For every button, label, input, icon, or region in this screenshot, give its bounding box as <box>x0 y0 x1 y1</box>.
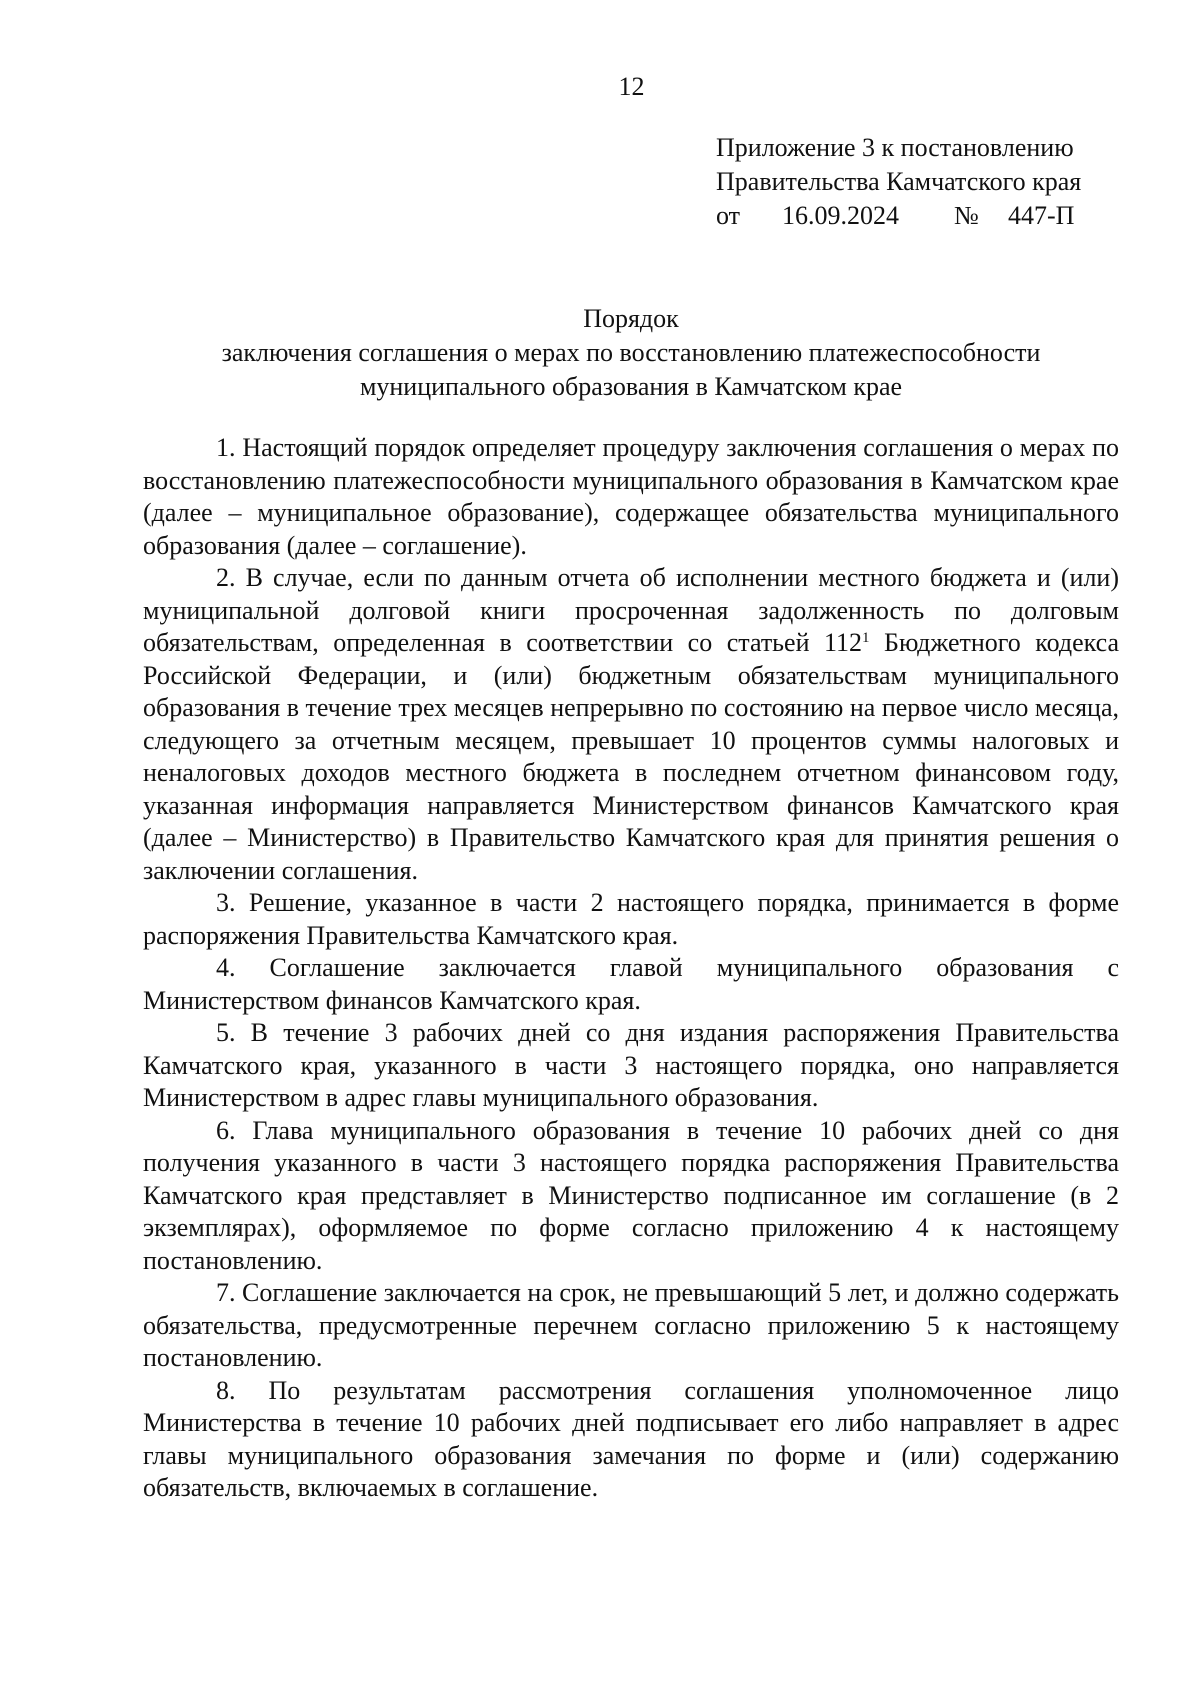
paragraph-2 <box>143 562 1119 887</box>
paragraph-1: 1. Настоящий порядок определяет процедуру заключения соглашения о мерах по восстановлению платежеспособности муниципального образования в Камчатском крае (далее – муниципальное образование), содержащее обязательства муниципального образования (далее – соглашение). <box>143 433 1119 560</box>
paragraph-2-text-a: 2. В случае, если по данным отчета об исполнении местного бюджета и (или) муниципальной долговой книги просроченная задолженность по долговым обязательствам, определенная в соответствии со статьей 112 <box>143 563 1119 657</box>
appendix-header <box>716 131 1186 233</box>
appendix-line-2: Правительства Камчатского края <box>716 167 1082 196</box>
paragraph-8: 8. По результатам рассмотрения соглашения уполномоченное лицо Министерства в течение 10 рабочих дней подписывает его либо направляет в адрес главы муниципального образования замечания по форме и (или) содержанию обязательств, включаемых в соглашение. <box>143 1375 1119 1502</box>
paragraph-7: 7. Соглашение заключается на срок, не превышающий 5 лет, и должно содержать обязательства, предусмотренные перечнем согласно приложению 5 к настоящему постановлению. <box>143 1278 1119 1372</box>
title-line-1: Порядок <box>583 304 679 333</box>
paragraph-2-text-b: Бюджетного кодекса Российской Федерации, и (или) бюджетным обязательствам муниципального образования в течение трех месяцев непрерывно по состоянию на первое число месяца, следующего за отчетным месяцем, превышает 10 процентов суммы налоговых и неналоговых доходов местного бюджета в последнем отчетном финансовом году, указанная информация направляется Министерством финансов Камчатского края (далее – Министерство) в Правительство Камчатского края для принятия решения о заключении соглашения. <box>143 628 1119 885</box>
paragraph-6: 6. Глава муниципального образования в течение 10 рабочих дней со дня получения указанного в части 3 настоящего порядка распоряжения Правительства Камчатского края представляет в Министерство подписанное им соглашение (в 2 экземплярах), оформляемое по форме согласно приложению 4 к настоящему постановлению. <box>143 1115 1119 1275</box>
document-body <box>143 432 1119 1505</box>
page-number: 12 <box>618 72 645 101</box>
appendix-date-row <box>716 199 1186 233</box>
paragraph-4: 4. Соглашение заключается главой муниципального образования с Министерством финансов Камчатского края. <box>143 953 1119 1015</box>
document-title <box>143 302 1119 404</box>
appendix-ot: от <box>716 201 741 230</box>
appendix-number-sign: № <box>954 201 979 230</box>
appendix-line-1: Приложение 3 к постановлению <box>716 133 1074 162</box>
appendix-number: 447-П <box>1008 201 1075 230</box>
title-line-3: муниципального образования в Камчатском крае <box>359 372 903 401</box>
paragraph-3: 3. Решение, указанное в части 2 настоящего порядка, принимается в форме распоряжения Правительства Камчатского края. <box>143 888 1119 950</box>
paragraph-5: 5. В течение 3 рабочих дней со дня издания распоряжения Правительства Камчатского края, указанного в части 3 настоящего порядка, оно направляется Министерством в адрес главы муниципального образования. <box>143 1018 1119 1112</box>
appendix-date: 16.09.2024 <box>782 201 899 230</box>
paragraph-2-superscript: 1 <box>862 630 870 646</box>
title-line-2: заключения соглашения о мерах по восстановлению платежеспособности <box>221 338 1041 367</box>
